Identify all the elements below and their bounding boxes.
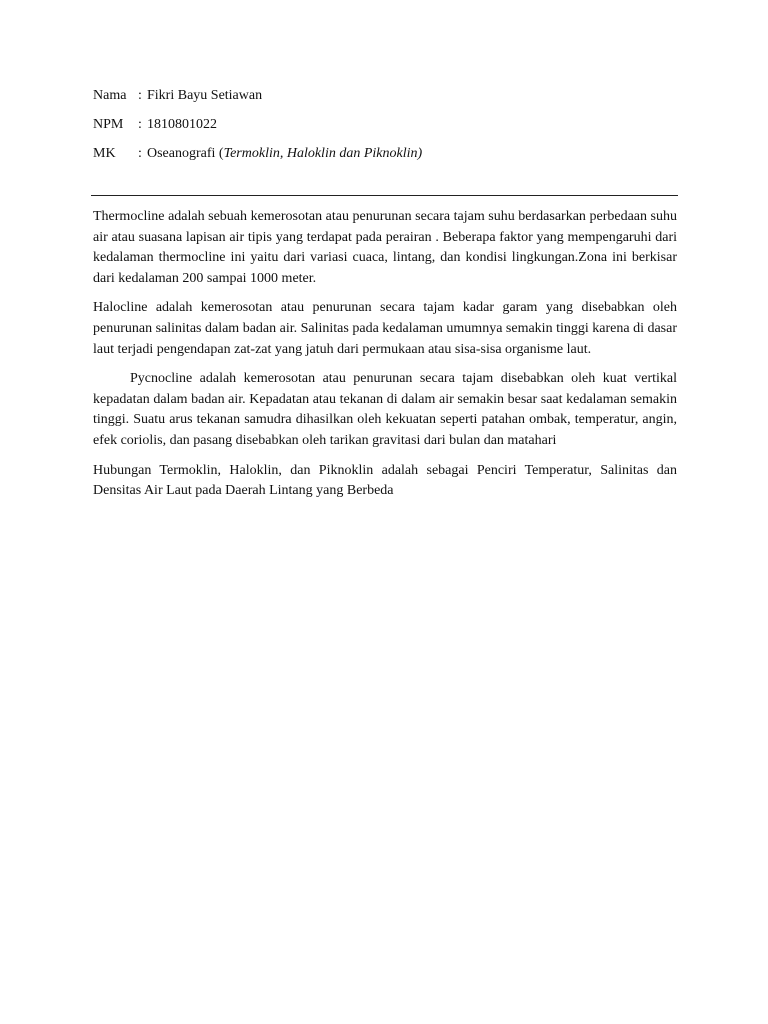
paragraph-thermocline: Thermocline adalah sebuah kemerosotan atau penurunan secara tajam suhu berdasarkan perbedaan suhu air atau suasana lapisan air tipis yang terdapat pada perairan . Beberapa faktor yang mempengaruhi dari kedalaman thermocline ini yaitu dari variasi cuaca, lintang, dan kondisi lingkungan.Zona ini berkisar dari kedalaman 200 sampai 1000 meter. — [93, 209, 677, 286]
npm-value: 1810801022 — [147, 117, 217, 132]
header-row-nama — [93, 86, 678, 115]
nama-separator: : — [138, 88, 142, 103]
mk-value-italic: Termoklin, Haloklin dan Piknoklin) — [223, 146, 423, 161]
mk-separator: : — [138, 146, 142, 161]
document-body — [93, 207, 677, 511]
mk-label: MK — [93, 146, 116, 161]
header-row-npm — [93, 115, 678, 144]
nama-label: Nama — [93, 88, 127, 103]
header-row-mk — [93, 144, 678, 173]
mk-value-prefix: Oseanografi ( — [147, 146, 224, 161]
header-divider — [91, 195, 678, 196]
paragraph-hubungan: Hubungan Termoklin, Haloklin, dan Piknoklin adalah sebagai Penciri Temperatur, Salinitas dan Densitas Air Laut pada Daerah Lintang yang Berbeda — [93, 462, 677, 499]
npm-label: NPM — [93, 117, 124, 132]
nama-value: Fikri Bayu Setiawan — [147, 88, 263, 103]
paragraph-pycnocline: Pycnocline adalah kemerosotan atau penurunan secara tajam disebabkan oleh kuat vertikal kepadatan dalam badan air. Kepadatan atau tekanan di dalam air semakin besar saat kedalaman semakin tinggi. Suatu arus tekanan samudra dihasilkan oleh kekuatan seperti patahan ombak, temperatur, angin, efek coriolis, dan pasang disebabkan oleh tarikan gravitasi dari bulan dan matahari — [93, 371, 677, 448]
document-header — [93, 86, 678, 173]
npm-separator: : — [138, 117, 142, 132]
mk-value — [147, 144, 678, 173]
paragraph-halocline: Halocline adalah kemerosotan atau penurunan secara tajam kadar garam yang disebabkan oleh penurunan salinitas dalam badan air. Salinitas pada kedalaman umumnya semakin tinggi karena di dasar laut terjadi pengendapan zat-zat yang jatuh dari permukaan atau sisa-sisa organisme laut. — [93, 300, 677, 357]
